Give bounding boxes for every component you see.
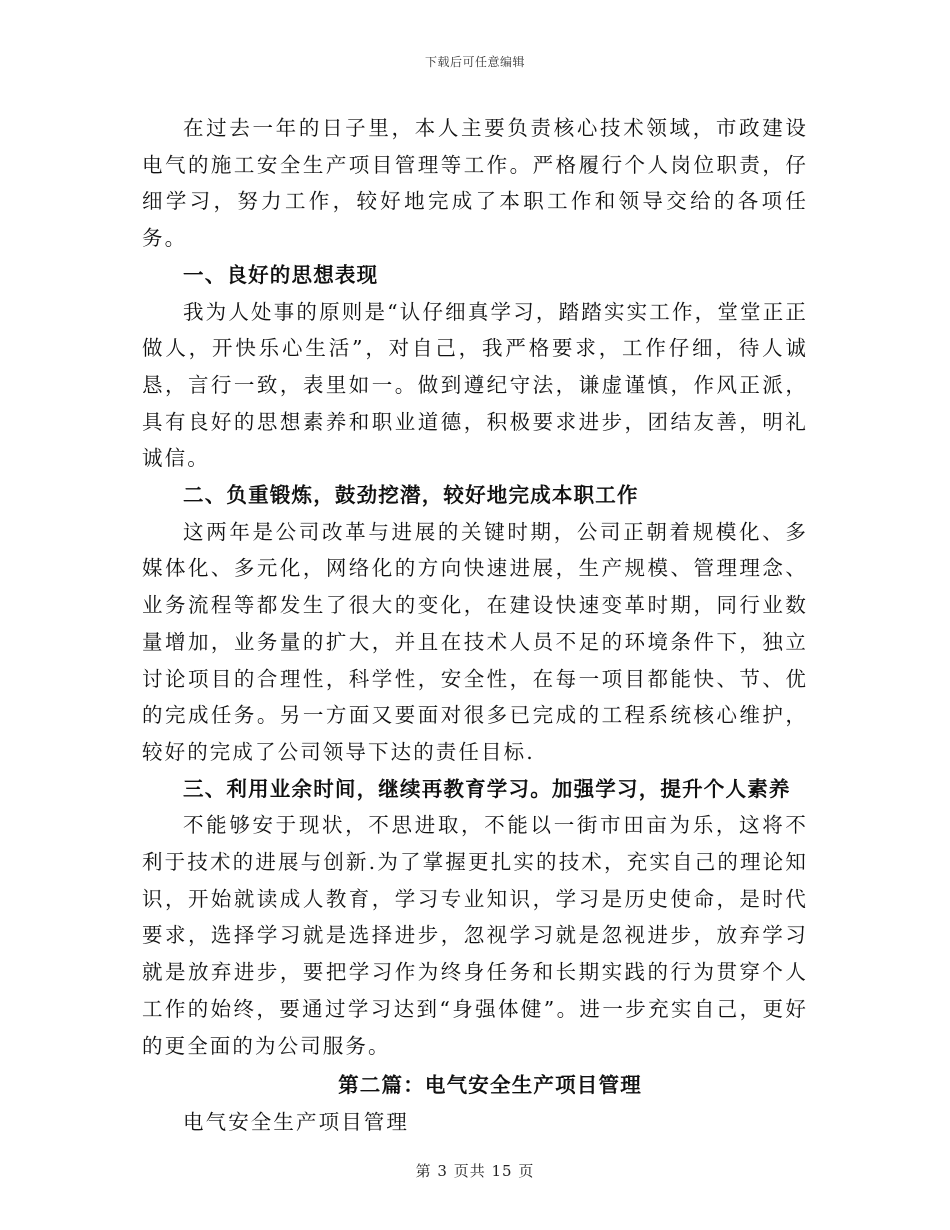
page-footer: 第 3 页共 15 页 bbox=[415, 1162, 535, 1180]
page-header: 下载后可任意编辑 bbox=[424, 55, 525, 69]
paragraph-intro: 在过去一年的日子里，本人主要负责核心技术领域，市政建设电气的施工安全生产项目管理等工作。严格履行个人岗位职责，仔细学习，努力工作，较好地完成了本职工作和领导交给的各项任务。 bbox=[142, 116, 808, 251]
document-body bbox=[142, 110, 808, 1141]
paragraph-study: 不能够安于现状，不思进取，不能以一街市田亩为乐，这将不利于技术的进展与创新.为了掌握更扎实的技术，充实自己的理论知识，开始就读成人教育，学习专业知识，学习是历史使命，是时代要求，选择学习就是选择进步，忽视学习就是忽视进步，放弃学习就是放弃进步，要把学习作为终身任务和长期实践的行为贯穿个人工作的始终，要通过学习达到“身强体健”。进一步充实自己，更好的更全面的为公司服务。 bbox=[142, 813, 808, 1058]
heading-section-1: 一、良好的思想表现 bbox=[183, 262, 379, 287]
heading-section-2: 二、负重锻炼，鼓劲挖潜，较好地完成本职工作 bbox=[183, 483, 639, 508]
paragraph-work: 这两年是公司改革与进展的关键时期，公司正朝着规模化、多媒体化、多元化，网络化的方向快速进展，生产规模、管理理念、业务流程等都发生了很大的变化，在建设快速变革时期，同行业数量增加，业务量的扩大，并且在技术人员不足的环境条件下，独立讨论项目的合理性，科学性，安全性，在每一项目都能快、节、优的完成任务。另一方面又要面对很多已完成的工程系统核心维护，较好的完成了公司领导下达的责任目标. bbox=[142, 519, 808, 764]
section-title: 第二篇：电气安全生产项目管理 bbox=[338, 1073, 642, 1098]
paragraph-section-start: 电气安全生产项目管理 bbox=[183, 1109, 409, 1134]
heading-section-3: 三、利用业余时间，继续再教育学习。加强学习，提升个人素养 bbox=[183, 776, 791, 801]
paragraph-thought: 我为人处事的原则是“认仔细真学习，踏踏实实工作，堂堂正正做人，开快乐心生活”，对自己，我严格要求，工作仔细，待人诚恳，言行一致，表里如一。做到遵纪守法，谦虚谨慎，作风正派，具有良好的思想素养和职业道德，积极要求进步，团结友善，明礼诚信。 bbox=[142, 299, 808, 471]
